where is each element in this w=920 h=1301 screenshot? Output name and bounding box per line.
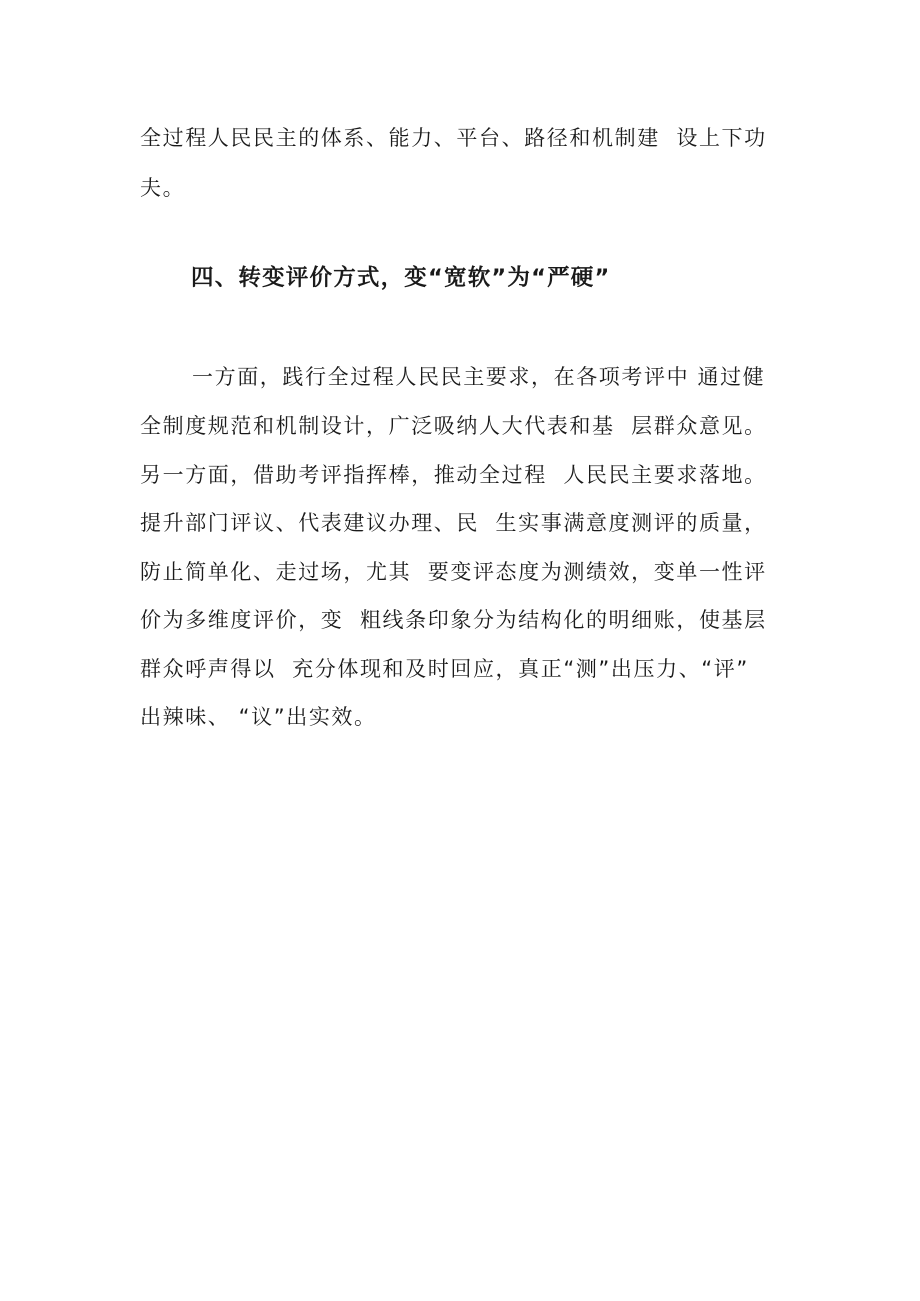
paragraph-line: 价为多维度评价，变 粗线条印象分为结构化的明细账，使基层: [140, 608, 767, 632]
paragraph-line: 防止简单化、走过场，尤其 要变评态度为测绩效，变单一性评: [140, 560, 767, 584]
paragraph-line: 全过程人民民主的体系、能力、平台、路径和机制建 设上下功: [140, 126, 767, 150]
paragraph-line: 另一方面，借助考评指挥棒，推动全过程 人民民主要求落地。: [140, 463, 767, 487]
section-heading: 四、转变评价方式，变“宽软”为“严硬”: [191, 265, 611, 291]
paragraph-line: 出辣味、 “议”出实效。: [140, 705, 377, 729]
paragraph-line: 提升部门评议、代表建议办理、民 生实事满意度测评的质量，: [140, 511, 767, 535]
paragraph-line: 全制度规范和机制设计，广泛吸纳人大代表和基 层群众意见。: [140, 414, 767, 438]
paragraph-line: 一方面，践行全过程人民民主要求，在各项考评中 通过健: [192, 365, 766, 389]
paragraph-line: 夫。: [140, 176, 186, 200]
paragraph-line: 群众呼声得以 充分体现和及时回应，真正“测”出压力、“评”: [140, 657, 749, 681]
